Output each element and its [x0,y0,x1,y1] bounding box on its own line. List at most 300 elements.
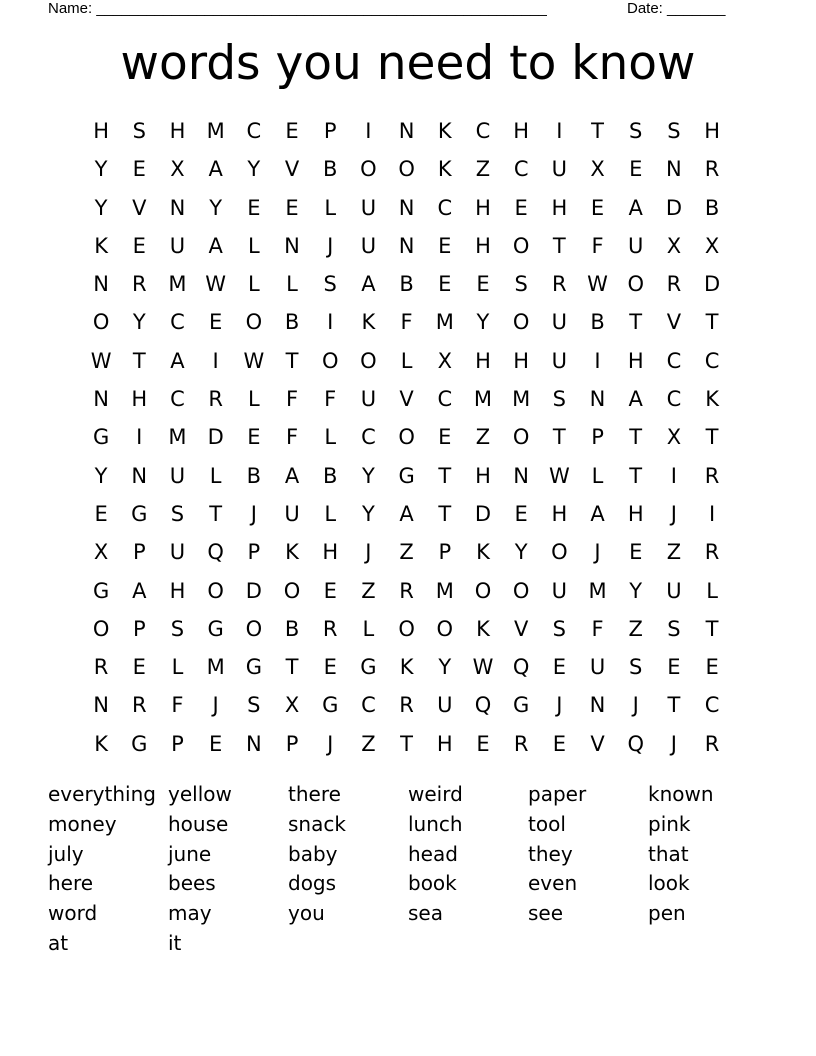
grid-letter: P [132,616,146,641]
grid-letter: Y [514,540,528,565]
grid-letter: C [246,119,262,143]
grid-letter: I [670,463,677,488]
grid-letter: H [475,195,491,220]
grid-letter: Z [666,540,682,565]
word-list-item: that [648,841,689,866]
grid-letter: F [324,387,337,412]
grid-letter: Z [361,578,376,603]
grid-letter: T [132,348,146,373]
grid-letter: O [245,616,263,641]
grid-letter: H [131,387,148,412]
grid-letter: V [513,616,529,641]
grid-letter: B [323,157,338,182]
grid-letter: L [247,233,260,258]
grid-letter: Y [209,195,223,220]
grid-letter: A [628,195,643,220]
grid-letter: C [475,119,491,143]
word-list-item: book [408,871,457,896]
grid-letter: O [512,578,530,603]
grid-letter: P [591,425,604,450]
grid-letter: H [475,463,491,488]
word-list-item: sea [408,901,443,926]
grid-letter: D [665,195,682,220]
grid-letter: O [321,348,339,373]
grid-letter: U [551,348,568,373]
grid-letter: U [169,233,186,258]
grid-letter: A [628,387,643,412]
grid-letter: H [475,233,491,258]
grid-letter: B [399,272,414,297]
grid-letter: M [206,119,225,143]
grid-letter: V [666,310,682,335]
grid-letter: S [552,616,567,641]
grid-letter: B [323,463,338,488]
grid-letter: T [705,425,719,450]
grid-letter: R [131,272,147,297]
grid-letter: R [704,731,720,756]
grid-letter: V [284,157,300,182]
grid-letter: E [132,157,146,182]
grid-letter: K [476,616,490,641]
grid-letter: O [360,157,377,182]
grid-letter: I [365,119,372,143]
grid-letter: H [436,731,453,756]
grid-letter: V [132,195,147,220]
grid-letter: A [208,157,223,182]
grid-letter: L [591,463,604,488]
grid-letter: R [704,540,720,565]
grid-letter: Y [132,310,146,335]
grid-letter: J [212,693,219,718]
word-list-item: lunch [408,811,463,836]
grid-letter: B [284,616,300,641]
word-list-item: here [48,871,94,896]
grid-letter: K [437,157,452,182]
grid-letter: N [245,731,262,756]
grid-letter: E [476,272,490,297]
grid-letter: D [245,578,262,603]
grid-letter: H [475,348,491,373]
grid-letter: U [284,501,300,526]
grid-letter: T [667,693,681,718]
grid-letter: E [629,540,643,565]
grid-letter: Q [627,731,644,756]
grid-letter: E [514,501,528,526]
grid-letter: F [400,310,413,335]
grid-letter: W [205,272,227,297]
grid-letter: L [324,425,337,450]
grid-letter: J [670,501,677,526]
grid-letter: G [398,463,415,488]
word-list-item: pen [648,901,686,926]
grid-letter: D [704,272,721,297]
grid-letter: E [94,501,108,526]
grid-letter: R [513,731,529,756]
grid-letter: E [438,272,452,297]
grid-letter: O [283,578,301,603]
grid-letter: N [398,233,415,258]
grid-letter: L [362,616,375,641]
grid-letter: A [284,463,300,488]
grid-letter: E [132,655,146,680]
grid-letter: F [591,233,604,258]
grid-letter: L [324,501,337,526]
grid-letter: N [169,195,186,220]
grid-letter: W [243,348,265,373]
grid-letter: E [285,119,299,143]
grid-letter: C [437,195,453,220]
grid-letter: T [209,501,223,526]
grid-letter: T [552,233,566,258]
grid-letter: T [438,463,452,488]
grid-letter: T [705,310,719,335]
grid-letter: K [437,119,452,143]
grid-letter: T [629,463,643,488]
grid-letter: C [170,310,185,335]
grid-letter: L [247,387,260,412]
grid-letter: H [551,501,568,526]
grid-letter: X [590,157,605,182]
grid-letter: Y [361,463,375,488]
grid-letter: O [207,578,224,603]
grid-letter: E [438,425,452,450]
grid-letter: H [169,578,186,603]
grid-letter: T [285,348,299,373]
grid-letter: X [437,348,452,373]
grid-letter: M [512,387,531,412]
grid-letter: L [706,578,718,603]
grid-letter: B [284,310,300,335]
grid-letter: P [171,731,184,756]
grid-letter: Y [94,195,108,220]
grid-letter: Z [475,425,491,450]
word-list-item: snack [288,811,346,836]
grid-letter: U [360,387,377,412]
grid-letter: T [552,425,566,450]
grid-letter: L [209,463,222,488]
grid-letter: E [705,655,719,680]
grid-letter: K [705,387,719,412]
grid-letter: K [399,655,414,680]
grid-letter: C [170,387,185,412]
grid-letter: U [437,693,453,718]
grid-letter: R [704,157,720,182]
grid-letter: N [589,693,606,718]
word-list-item: yellow [168,782,232,806]
grid-letter: M [168,272,187,297]
grid-letter: P [132,540,146,565]
grid-letter: V [399,387,414,412]
grid-letter: K [476,540,490,565]
grid-letter: F [285,387,299,412]
grid-letter: O [551,540,568,565]
grid-letter: E [552,655,566,680]
grid-letter: U [360,233,377,258]
grid-letter: U [169,463,186,488]
grid-letter: Y [438,655,452,680]
word-list-item: look [648,871,690,896]
grid-letter: R [131,693,147,718]
grid-letter: U [589,655,606,680]
grid-letter: T [438,501,452,526]
grid-letter: U [666,578,682,603]
grid-letter: U [551,578,568,603]
grid-letter: Q [474,693,492,718]
grid-letter: R [666,272,682,297]
grid-letter: A [132,578,147,603]
grid-letter: O [627,272,644,297]
grid-letter: E [247,425,261,450]
grid-letter: J [670,731,677,756]
grid-letter: T [629,310,643,335]
word-list-item: word [48,901,98,926]
grid-letter: A [361,272,376,297]
grid-letter: K [361,310,376,335]
word-list-item: paper [528,782,587,806]
grid-letter: E [285,195,299,220]
grid-letter: M [435,310,454,335]
grid-letter: H [513,348,530,373]
word-list [48,780,768,959]
grid-letter: C [361,693,376,718]
grid-letter: Z [628,616,643,641]
grid-letter: C [666,348,682,373]
grid-letter: E [323,655,337,680]
grid-letter: J [365,540,372,565]
grid-letter: O [92,310,110,335]
grid-letter: W [472,655,494,680]
grid-letter: O [92,616,110,641]
grid-letter: O [474,578,492,603]
grid-letter: W [548,463,570,488]
grid-letter: G [92,425,110,450]
grid-letter: T [629,425,643,450]
word-list-item: weird [408,782,463,806]
word-list-item: tool [528,811,566,836]
grid-letter: N [513,463,530,488]
grid-letter: R [399,578,414,603]
letter-grid [82,112,731,763]
grid-letter: C [513,157,529,182]
grid-letter: X [93,540,109,565]
grid-letter: R [552,272,567,297]
grid-letter: L [324,195,337,220]
grid-letter: C [704,693,720,718]
grid-letter: H [627,501,644,526]
grid-letter: N [398,195,415,220]
grid-letter: G [92,578,110,603]
grid-letter: J [594,540,601,565]
grid-letter: Z [399,540,414,565]
grid-letter: J [556,693,563,718]
word-list-item: june [168,841,212,866]
grid-letter: S [629,655,643,680]
grid-letter: E [552,731,566,756]
grid-letter: N [398,119,415,143]
grid-letter: R [399,693,414,718]
grid-letter: B [590,310,605,335]
grid-letter: M [435,578,454,603]
grid-letter: G [513,693,530,718]
grid-letter: O [360,348,377,373]
word-list-item: pink [648,811,691,836]
grid-letter: S [247,693,261,718]
grid-letter: T [400,731,413,756]
page-title: words you need to know [120,36,696,91]
grid-letter: S [170,501,185,526]
grid-letter: I [327,310,334,335]
grid-letter: D [474,501,492,526]
grid-letter: E [209,731,223,756]
grid-letter: G [131,501,148,526]
grid-letter: H [169,119,186,143]
grid-letter: M [473,387,493,412]
grid-letter: N [131,463,148,488]
grid-letter: M [168,425,187,450]
grid-letter: B [704,195,720,220]
grid-letter: M [588,578,607,603]
grid-letter: N [93,272,109,297]
grid-letter: A [399,501,414,526]
grid-letter: P [285,731,299,756]
grid-letter: L [247,272,260,297]
grid-letter: E [514,195,528,220]
grid-letter: R [208,387,223,412]
name-field: Name: ______________________________________________________ [48,0,547,17]
grid-letter: E [132,233,146,258]
grid-letter: S [170,616,185,641]
grid-letter: C [666,387,682,412]
grid-letter: G [207,616,224,641]
grid-letter: H [551,195,568,220]
grid-letter: E [629,157,643,182]
grid-letter: X [284,693,300,718]
grid-letter: E [323,578,337,603]
grid-letter: U [551,157,568,182]
grid-letter: C [361,425,376,450]
word-list-item: everything [48,782,156,806]
grid-letter: S [629,119,643,143]
grid-letter: U [169,540,186,565]
word-list-item: may [168,901,212,926]
grid-letter: A [590,501,605,526]
word-list-item: dogs [288,871,337,896]
grid-letter: J [632,693,639,718]
grid-letter: P [247,540,261,565]
grid-letter: G [360,655,377,680]
grid-letter: U [551,310,568,335]
grid-letter: P [438,540,452,565]
grid-letter: O [512,425,530,450]
grid-letter: U [360,195,377,220]
grid-letter: Q [512,655,530,680]
grid-letter: Y [629,578,643,603]
grid-letter: F [285,425,299,450]
grid-letter: A [208,233,223,258]
grid-letter: K [94,731,108,756]
word-list-item: head [408,841,458,866]
grid-letter: G [131,731,148,756]
grid-letter: Z [475,157,491,182]
grid-letter: Y [476,310,490,335]
word-list-item: even [528,871,578,896]
grid-letter: J [327,731,334,756]
grid-letter: T [705,616,719,641]
date-field: Date: _______ [627,0,726,17]
word-list-item: known [648,782,714,806]
grid-letter: H [627,348,644,373]
grid-letter: L [171,655,184,680]
grid-letter: Q [207,540,224,565]
grid-letter: C [704,348,720,373]
grid-letter: S [323,272,337,297]
grid-letter: J [327,233,334,258]
word-list-item: money [48,811,117,836]
grid-letter: G [245,655,262,680]
grid-letter: U [628,233,644,258]
grid-letter: X [170,157,185,182]
grid-letter: I [594,348,601,373]
grid-letter: X [666,233,682,258]
word-list-item: there [288,782,341,806]
grid-letter: F [591,616,604,641]
grid-letter: O [512,310,530,335]
grid-letter: N [589,387,606,412]
grid-letter: L [400,348,413,373]
grid-letter: E [209,310,223,335]
grid-letter: R [704,463,720,488]
grid-letter: M [206,655,225,680]
grid-letter: H [93,119,109,143]
grid-letter: O [245,310,263,335]
grid-letter: W [587,272,608,297]
grid-letter: O [512,233,530,258]
grid-letter: I [136,425,143,450]
grid-letter: S [667,119,681,143]
grid-letter: X [704,233,720,258]
grid-letter: D [207,425,224,450]
grid-letter: E [247,195,261,220]
grid-letter: Y [94,463,108,488]
worksheet-header [48,0,748,20]
grid-letter: Y [361,501,375,526]
word-list-item: it [168,930,182,955]
grid-letter: Y [247,157,261,182]
grid-letter: N [666,157,682,182]
grid-letter: O [398,425,415,450]
grid-letter: H [704,119,720,143]
grid-letter: E [438,233,452,258]
word-list-item: you [288,901,325,926]
grid-letter: B [246,463,262,488]
grid-letter: V [590,731,605,756]
grid-letter: Z [361,731,376,756]
grid-letter: S [514,272,528,297]
word-list-item: at [48,930,69,955]
word-list-item: baby [288,841,338,866]
word-list-item: bees [168,871,216,896]
grid-letter: E [590,195,605,220]
grid-letter: E [667,655,681,680]
grid-letter: K [285,540,299,565]
grid-letter: H [322,540,339,565]
grid-letter: H [513,119,530,143]
word-list-item: july [48,841,84,866]
grid-letter: C [437,387,453,412]
grid-letter: N [284,233,300,258]
word-list-item: see [528,901,564,926]
grid-letter: X [666,425,682,450]
